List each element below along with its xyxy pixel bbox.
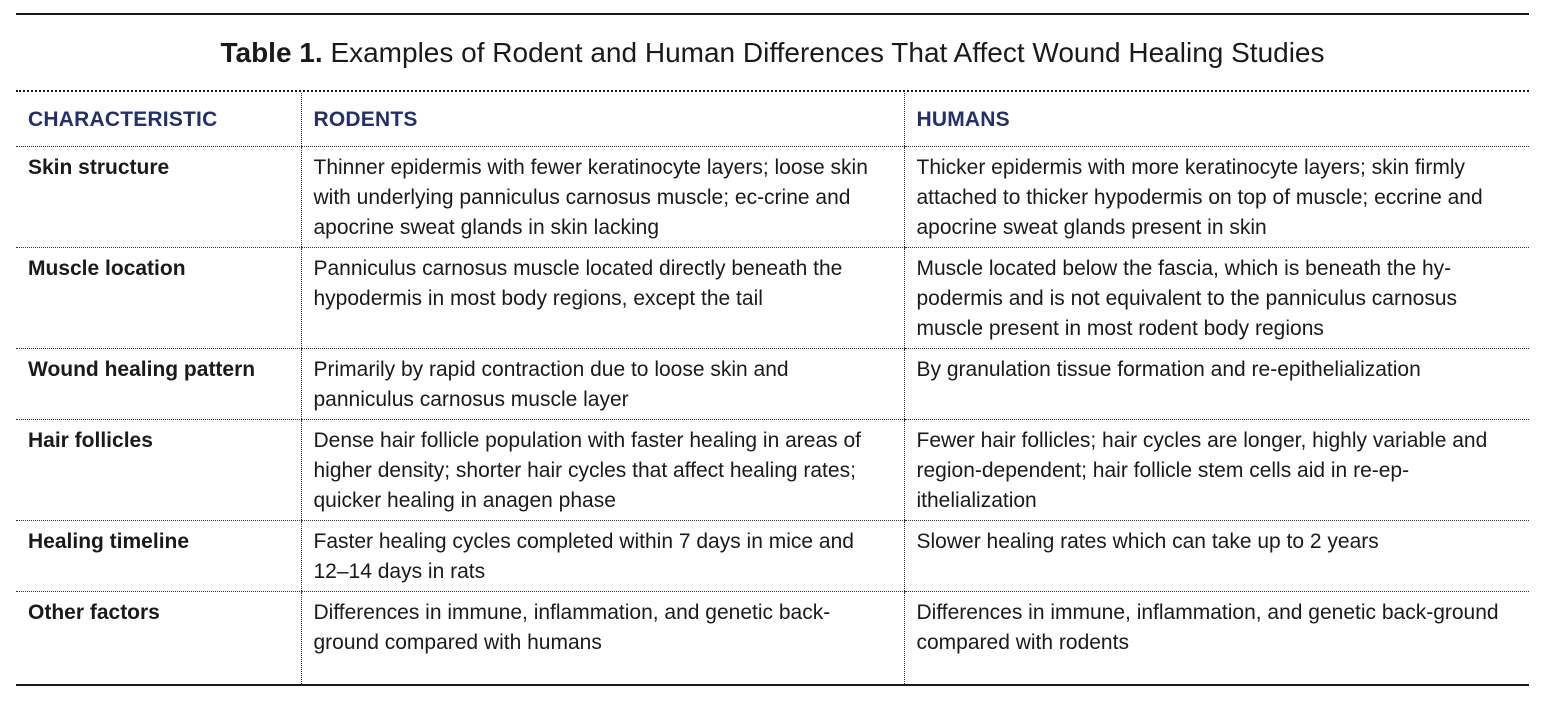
table-row	[16, 592, 1529, 686]
table-row	[16, 248, 1529, 349]
rodents-cell: Thinner epidermis with fewer keratinocyte layers; loose skin with underlying panniculus carnosus muscle; ec-crine and apocrine sweat glands in skin lacking	[301, 147, 904, 248]
humans-cell: Fewer hair follicles; hair cycles are longer, highly variable and region-dependent; hair follicle stem cells aid in re-ep-ithelialization	[904, 420, 1529, 521]
characteristic-cell: Skin structure	[16, 147, 301, 248]
table-body	[16, 147, 1529, 686]
column-header-humans: HUMANS	[904, 93, 1529, 147]
humans-cell: Differences in immune, inflammation, and genetic back-ground compared with rodents	[904, 592, 1529, 686]
rodents-cell: Primarily by rapid contraction due to loose skin and panniculus carnosus muscle layer	[301, 349, 904, 420]
table-caption-text: Examples of Rodent and Human Differences That Affect Wound Healing Studies	[330, 37, 1325, 68]
table-row	[16, 521, 1529, 592]
characteristic-cell: Hair follicles	[16, 420, 301, 521]
table-caption-label: Table 1.	[220, 37, 323, 68]
header-row	[16, 93, 1529, 147]
table-row	[16, 420, 1529, 521]
rodents-cell: Panniculus carnosus muscle located directly beneath the hypodermis in most body regions, except the tail	[301, 248, 904, 349]
table-row	[16, 349, 1529, 420]
column-header-rodents: RODENTS	[301, 93, 904, 147]
table-row	[16, 147, 1529, 248]
humans-cell: By granulation tissue formation and re-epithelialization	[904, 349, 1529, 420]
table-header	[16, 93, 1529, 147]
comparison-table	[16, 93, 1529, 686]
rodents-cell: Dense hair follicle population with faster healing in areas of higher density; shorter hair cycles that affect healing rates; quicker healing in anagen phase	[301, 420, 904, 521]
column-header-characteristic: CHARACTERISTIC	[16, 93, 301, 147]
caption-divider	[16, 90, 1529, 92]
humans-cell: Slower healing rates which can take up to 2 years	[904, 521, 1529, 592]
rodents-cell: Faster healing cycles completed within 7 days in mice and 12–14 days in rats	[301, 521, 904, 592]
characteristic-cell: Other factors	[16, 592, 301, 686]
rodents-cell: Differences in immune, inflammation, and genetic back-ground compared with humans	[301, 592, 904, 686]
table-caption	[16, 30, 1529, 76]
top-rule	[16, 13, 1529, 15]
characteristic-cell: Healing timeline	[16, 521, 301, 592]
humans-cell: Muscle located below the fascia, which is beneath the hy-podermis and is not equivalent to the panniculus carnosus muscle present in most rodent body regions	[904, 248, 1529, 349]
characteristic-cell: Muscle location	[16, 248, 301, 349]
humans-cell: Thicker epidermis with more keratinocyte layers; skin firmly attached to thicker hypodermis on top of muscle; eccrine and apocrine sweat glands present in skin	[904, 147, 1529, 248]
characteristic-cell: Wound healing pattern	[16, 349, 301, 420]
